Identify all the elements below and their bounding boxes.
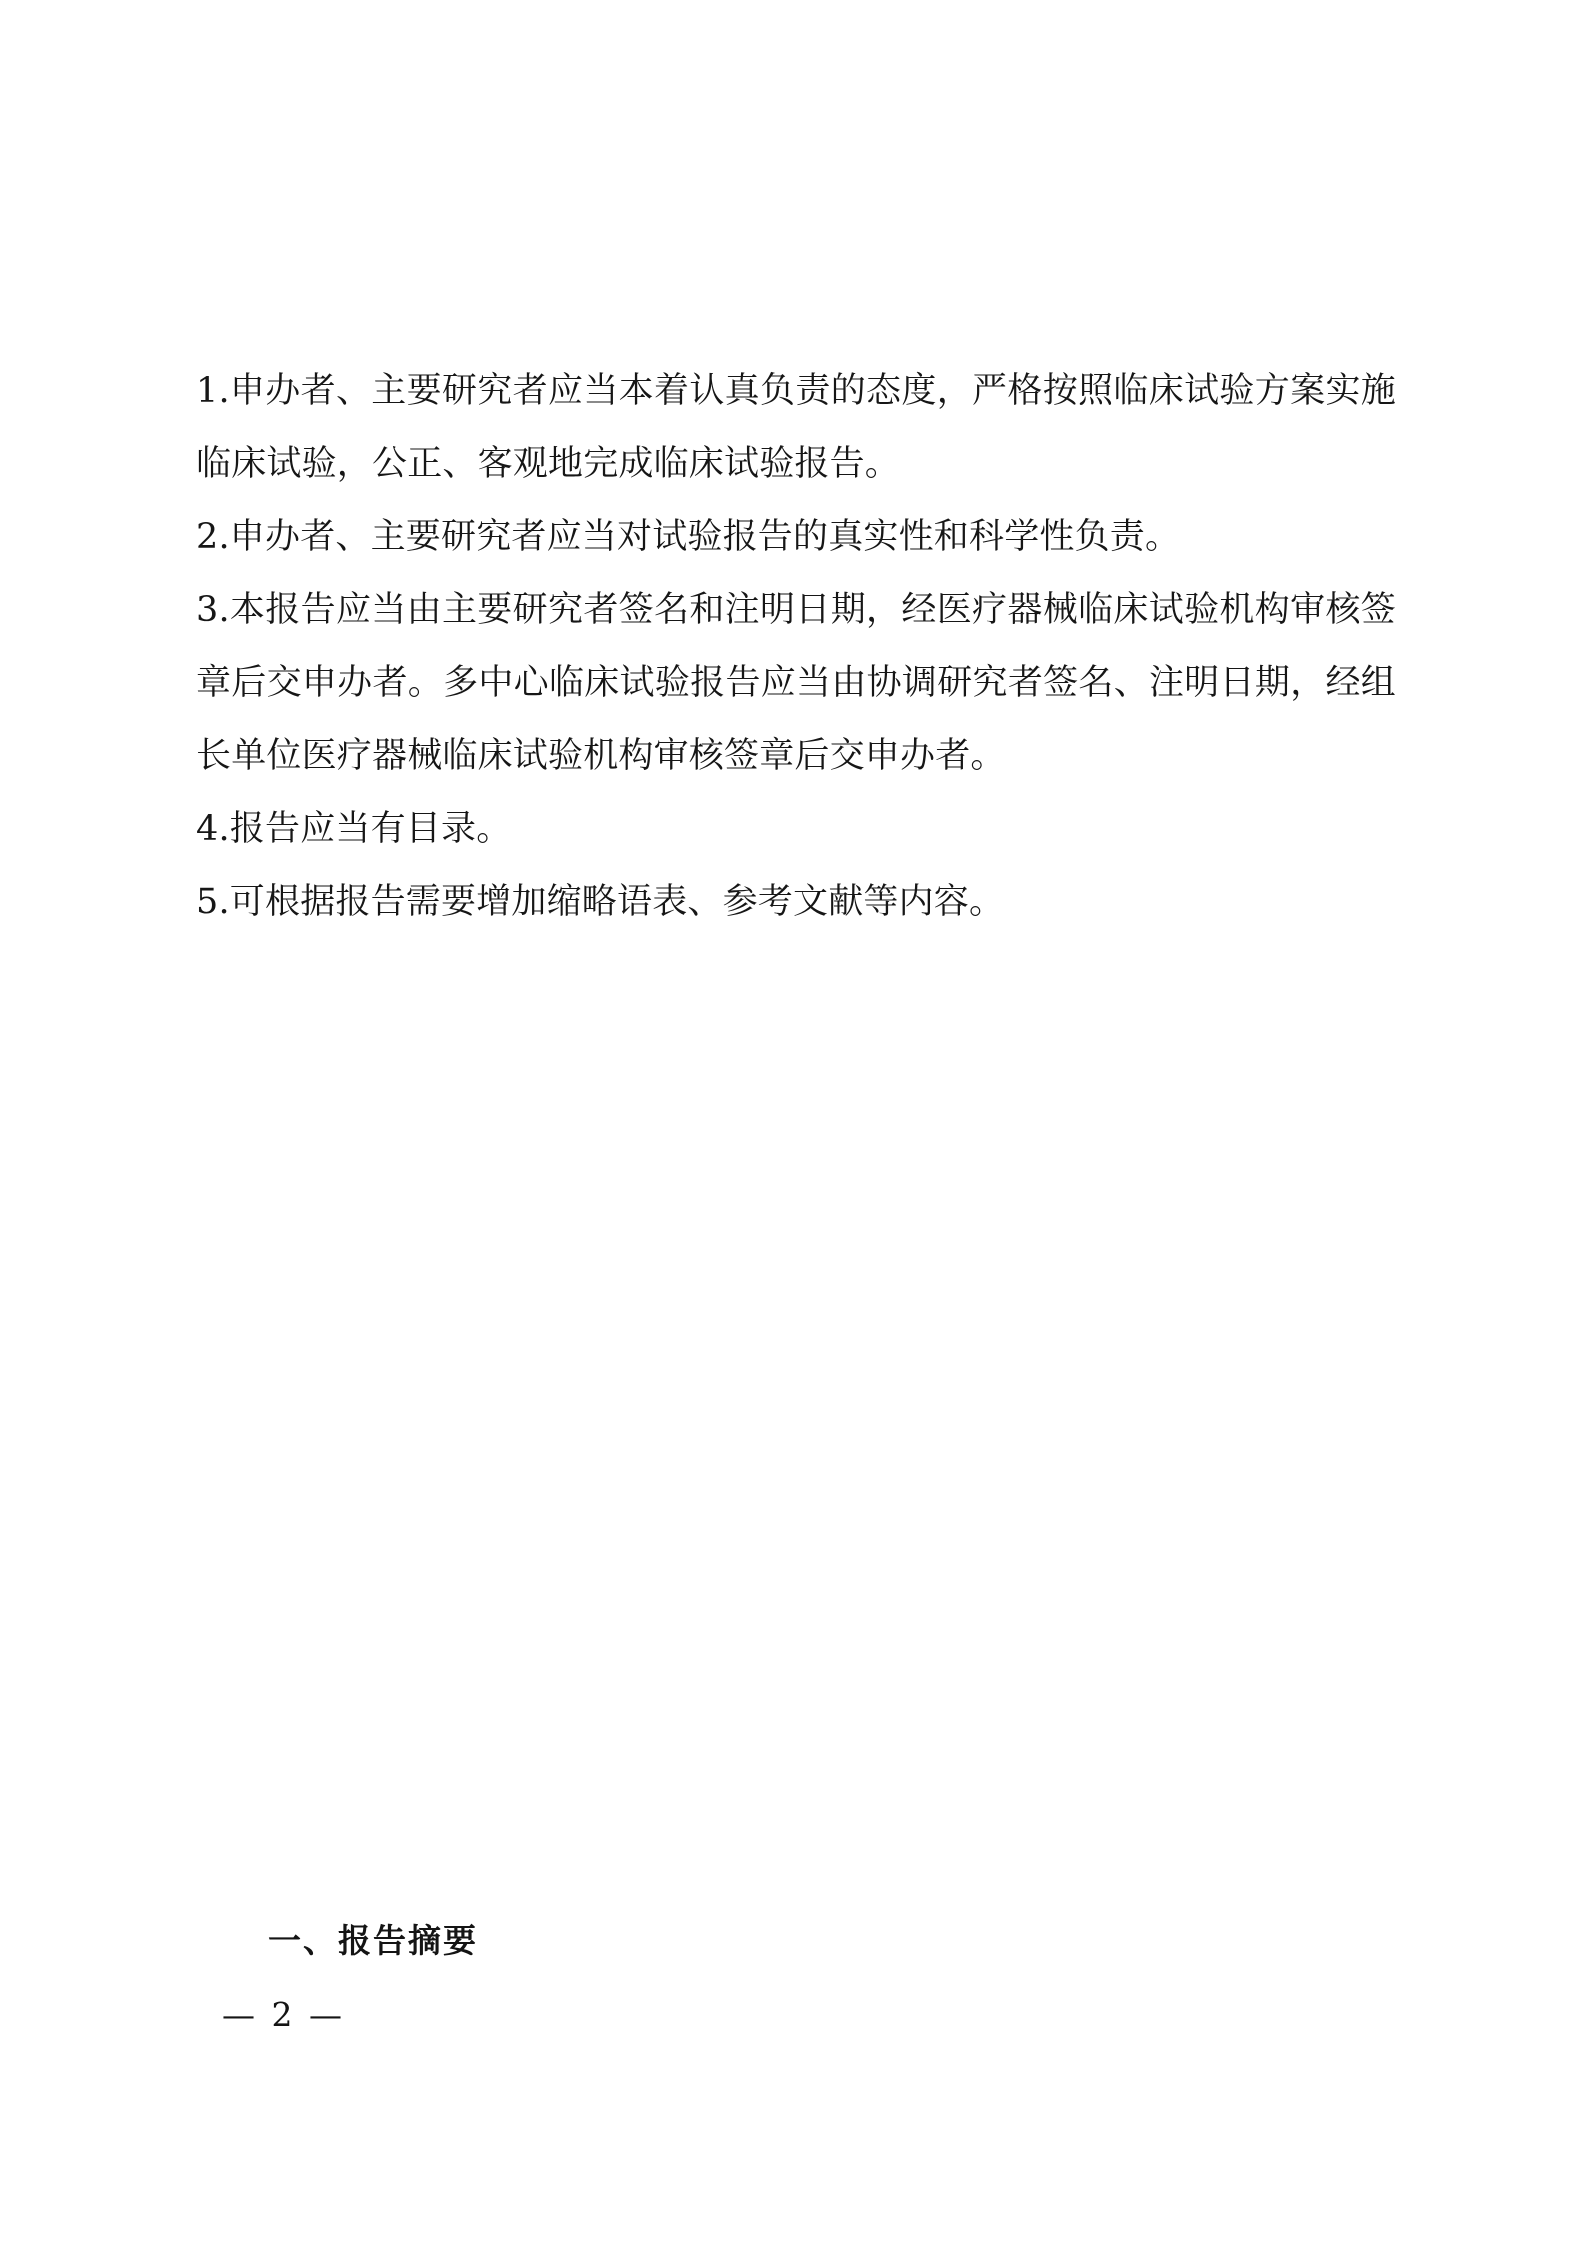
- paragraph-2: 2.申办者、主要研究者应当对试验报告的真实性和科学性负责。: [196, 517, 1181, 557]
- paragraph-1: 1.申办者、主要研究者应当本着认真负责的态度，严格按照临床试验方案实施临床试验，公正、客观地完成临床试验报告。: [196, 371, 1396, 484]
- page-number: — 2 —: [222, 1995, 345, 2034]
- paragraph-3: 3.本报告应当由主要研究者签名和注明日期，经医疗器械临床试验机构审核签章后交申办者。多中心临床试验报告应当由协调研究者签名、注明日期，经组长单位医疗器械临床试验机构审核签章后交申办者。: [196, 590, 1396, 776]
- paragraph-5: 5.可根据报告需要增加缩略语表、参考文献等内容。: [196, 882, 1005, 922]
- paragraph-4: 4.报告应当有目录。: [196, 809, 512, 849]
- document-body: [196, 355, 1396, 939]
- section-heading: 一、报告摘要: [268, 1921, 478, 1960]
